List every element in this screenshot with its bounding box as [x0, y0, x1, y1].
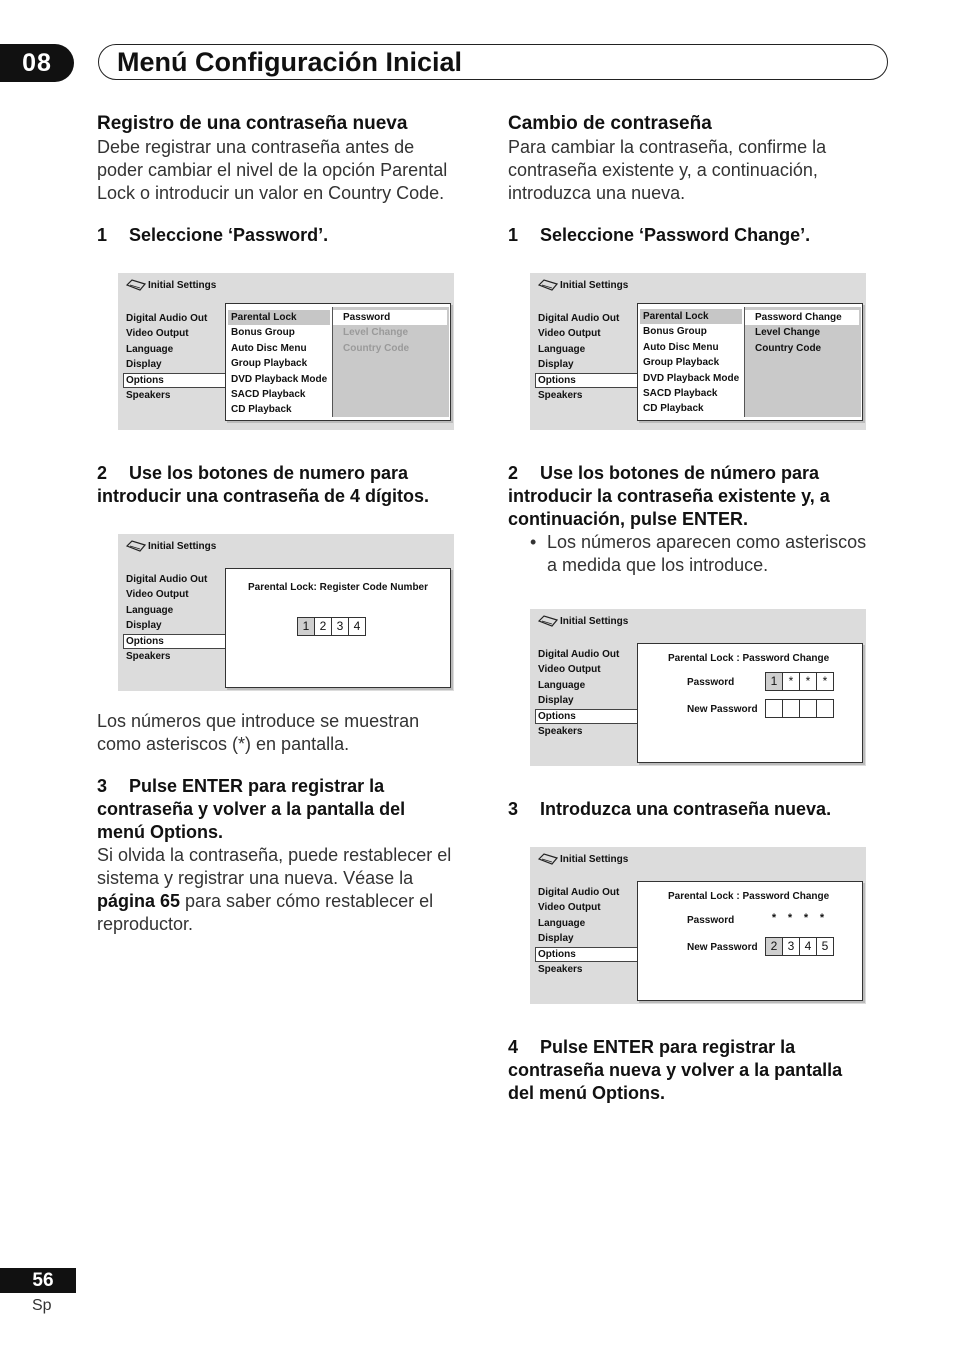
code-digit: 3	[331, 617, 349, 636]
code-entry-boxes[interactable]	[298, 617, 366, 636]
password-label: Password	[687, 915, 735, 926]
bullet-line: a medida que los introduce.	[547, 555, 769, 575]
option-item[interactable]: Bonus Group	[643, 326, 707, 338]
menu-item[interactable]: Language	[126, 343, 174, 355]
change-intro-line: introduzca una nueva.	[508, 183, 686, 203]
step-text: Use los botones de numero para	[129, 463, 409, 483]
register-intro-line: poder cambiar el nivel de la opción Parental	[97, 160, 448, 180]
note-line: Los números que introduce se muestran	[97, 711, 420, 731]
sub-item-disabled: Country Code	[343, 342, 410, 354]
menu-item[interactable]: Digital Audio Out	[538, 887, 620, 898]
sub-panel	[332, 307, 449, 417]
asterisk-note	[97, 710, 419, 756]
option-item-selected[interactable]: Parental Lock	[640, 309, 742, 324]
masked-digit: *	[819, 912, 825, 924]
menu-item-options-selected[interactable]: Options	[123, 634, 227, 649]
menu-item-options-selected[interactable]: Options	[535, 947, 639, 962]
reset-note	[97, 844, 477, 936]
menu-item[interactable]: Digital Audio Out	[538, 649, 620, 660]
step-text: continuación, pulse ENTER.	[508, 509, 749, 529]
disc-icon	[126, 540, 146, 552]
options-list	[226, 310, 332, 418]
option-item-selected[interactable]: Parental Lock	[228, 310, 330, 325]
bullet: •	[530, 532, 537, 552]
step-text: Pulse ENTER para registrar la	[540, 1037, 796, 1057]
existing-password-boxes[interactable]	[766, 672, 834, 691]
option-item[interactable]: DVD Playback Mode	[643, 372, 740, 384]
password-digit-empty	[816, 699, 834, 718]
step-text: introducir una contraseña de 4 dígitos.	[97, 486, 430, 506]
disc-icon	[538, 615, 558, 627]
menu-item[interactable]: Video Output	[126, 328, 189, 340]
sub-list	[745, 307, 861, 356]
menu-item[interactable]: Video Output	[538, 664, 601, 676]
reset-note-text: para saber cómo restablecer el	[180, 891, 434, 911]
menu-item[interactable]: Digital Audio Out	[126, 313, 208, 324]
screen-title-text: Initial Settings	[560, 616, 629, 627]
sub-item-selected[interactable]: Password	[333, 310, 447, 325]
register-step-1	[97, 224, 328, 247]
option-item[interactable]: Auto Disc Menu	[643, 341, 719, 353]
register-step-2	[97, 462, 429, 508]
screen-password-change-new	[530, 847, 866, 1004]
step-text: introducir la contraseña existente y, a	[508, 486, 830, 506]
screen-title-text: Initial Settings	[560, 854, 629, 865]
screen-title	[126, 279, 216, 293]
screen-title	[538, 279, 628, 293]
change-intro	[508, 136, 888, 205]
disc-icon	[126, 279, 146, 291]
register-intro	[97, 136, 477, 205]
disc-icon	[538, 853, 558, 865]
step-number: 3	[508, 799, 519, 819]
page-number: 56	[0, 1268, 76, 1293]
change-intro-line: Para cambiar la contraseña, confirme la	[508, 137, 827, 157]
settings-menu	[538, 311, 639, 403]
password-change-panel	[637, 643, 863, 763]
password-change-panel	[637, 881, 863, 1001]
change-step-1	[508, 224, 810, 247]
reset-note-line: Si olvida la contraseña, puede restablecer el	[97, 845, 452, 865]
settings-menu	[126, 572, 227, 664]
password-digit: *	[799, 672, 817, 691]
password-digit: 4	[799, 937, 817, 956]
section-heading-register: Registro de una contraseña nueva	[97, 113, 408, 134]
option-item[interactable]: Group Playback	[643, 357, 720, 369]
masked-digit: *	[787, 912, 793, 924]
password-digit: *	[816, 672, 834, 691]
change-step-4	[508, 1036, 842, 1105]
screen-select-password	[118, 273, 454, 430]
password-digit-empty	[765, 699, 783, 718]
menu-item[interactable]: Speakers	[538, 963, 583, 975]
step-text: del menú Options.	[508, 1083, 666, 1103]
screen-password-change-existing	[530, 609, 866, 766]
option-item[interactable]: SACD Playback	[231, 388, 306, 400]
page-title: Menú Configuración Inicial	[117, 47, 463, 77]
menu-item-options-selected[interactable]: Options	[535, 373, 639, 388]
menu-item[interactable]: Speakers	[126, 389, 171, 401]
register-intro-line: Debe registrar una contraseña antes de	[97, 137, 415, 157]
menu-item-options-selected[interactable]: Options	[535, 709, 639, 724]
menu-item[interactable]: Language	[538, 679, 586, 691]
step-number: 2	[97, 463, 108, 483]
option-item[interactable]: CD Playback	[643, 403, 704, 415]
sub-panel	[744, 307, 861, 417]
change-step-2	[508, 462, 830, 531]
password-digit-empty	[782, 699, 800, 718]
settings-menu	[538, 647, 639, 739]
asterisk-bullet	[530, 531, 866, 577]
step-number: 1	[508, 225, 519, 245]
step-text: Seleccione ‘Password’.	[129, 225, 329, 245]
sub-item-disabled: Level Change	[343, 327, 409, 339]
screen-register-code	[118, 534, 454, 691]
settings-menu	[538, 885, 639, 977]
menu-item[interactable]: Speakers	[538, 725, 583, 737]
step-text: contraseña y volver a la pantalla del	[97, 799, 406, 819]
menu-item[interactable]: Language	[126, 604, 174, 616]
menu-item-options-selected[interactable]: Options	[123, 373, 227, 388]
step-text: Introduzca una contraseña nueva.	[540, 799, 832, 819]
title-bar	[98, 44, 888, 80]
settings-menu	[126, 311, 227, 403]
step-text: contraseña nueva y volver a la pantalla	[508, 1060, 843, 1080]
existing-password-masked	[766, 912, 830, 924]
option-item[interactable]: CD Playback	[231, 404, 292, 416]
option-item[interactable]: Bonus Group	[231, 327, 295, 339]
step-number: 4	[508, 1037, 519, 1057]
new-password-label: New Password	[687, 704, 758, 715]
bullet-line: Los números aparecen como asteriscos	[547, 532, 867, 552]
options-list	[638, 309, 744, 417]
menu-item[interactable]: Speakers	[126, 650, 171, 662]
register-panel	[225, 568, 451, 688]
option-item[interactable]: DVD Playback Mode	[231, 373, 328, 385]
reset-note-line	[97, 890, 477, 913]
menu-item[interactable]: Language	[538, 343, 586, 355]
menu-item[interactable]: Display	[538, 359, 574, 371]
option-item[interactable]: SACD Playback	[643, 387, 718, 399]
sub-item[interactable]: Level Change	[755, 327, 821, 339]
password-digit: 5	[816, 937, 834, 956]
change-step-3	[508, 798, 831, 821]
register-title: Parental Lock: Register Code Number	[247, 582, 429, 593]
password-digit: *	[782, 672, 800, 691]
step-text: Seleccione ‘Password Change’.	[540, 225, 811, 245]
options-panel	[225, 303, 451, 421]
language-code: Sp	[32, 1297, 52, 1314]
masked-digit: *	[803, 912, 809, 924]
step-number: 3	[97, 776, 108, 796]
menu-item[interactable]: Digital Audio Out	[538, 313, 620, 324]
register-intro-line: Lock o introducir un valor en Country Code.	[97, 183, 445, 203]
option-item[interactable]: Group Playback	[231, 358, 308, 370]
step-number: 2	[508, 463, 519, 483]
password-digit: 2	[765, 937, 783, 956]
masked-digit: *	[771, 912, 777, 924]
section-heading-change: Cambio de contraseña	[508, 113, 712, 134]
sub-list	[333, 307, 449, 356]
reset-note-line: sistema y registrar una nueva. Véase la	[97, 868, 414, 888]
screen-title-text: Initial Settings	[560, 280, 629, 291]
step-text: Pulse ENTER para registrar la	[129, 776, 385, 796]
page-reference-link[interactable]: página 65	[97, 891, 181, 911]
screen-title	[126, 540, 216, 554]
screen-select-password-change	[530, 273, 866, 430]
code-digit: 1	[297, 617, 315, 636]
chapter-number: 08	[0, 44, 74, 82]
password-digit: 3	[782, 937, 800, 956]
menu-item[interactable]: Language	[538, 917, 586, 929]
menu-item[interactable]: Video Output	[538, 328, 601, 340]
sub-item-selected[interactable]: Password Change	[745, 310, 859, 325]
menu-item[interactable]: Digital Audio Out	[126, 574, 208, 585]
option-item[interactable]: Auto Disc Menu	[231, 342, 307, 354]
menu-item[interactable]: Display	[538, 933, 574, 945]
menu-item[interactable]: Video Output	[538, 902, 601, 914]
screen-title	[538, 853, 628, 867]
new-password-boxes[interactable]	[766, 699, 834, 718]
password-digit: 1	[765, 672, 783, 691]
new-password-boxes[interactable]	[766, 937, 834, 956]
password-digit-empty	[799, 699, 817, 718]
password-change-title: Parental Lock : Password Change	[668, 653, 830, 664]
password-label: Password	[687, 677, 735, 688]
options-panel	[637, 303, 863, 421]
screen-title-text: Initial Settings	[148, 280, 217, 291]
reset-note-line: reproductor.	[97, 914, 194, 934]
screen-title	[538, 615, 628, 629]
change-intro-line: contraseña existente y, a continuación,	[508, 160, 818, 180]
disc-icon	[538, 279, 558, 291]
note-line: como asteriscos (*) en pantalla.	[97, 734, 350, 754]
new-password-label: New Password	[687, 942, 758, 953]
code-digit: 4	[348, 617, 366, 636]
menu-item[interactable]: Display	[126, 620, 162, 632]
step-number: 1	[97, 225, 108, 245]
register-step-3	[97, 775, 405, 844]
screen-title-text: Initial Settings	[148, 541, 217, 552]
menu-item[interactable]: Video Output	[126, 589, 189, 601]
sub-item[interactable]: Country Code	[755, 342, 822, 354]
step-text: Use los botones de número para	[540, 463, 820, 483]
step-text: menú Options.	[97, 822, 223, 842]
menu-item[interactable]: Display	[538, 695, 574, 707]
menu-item[interactable]: Speakers	[538, 389, 583, 401]
menu-item[interactable]: Display	[126, 359, 162, 371]
password-change-title: Parental Lock : Password Change	[668, 891, 830, 902]
code-digit: 2	[314, 617, 332, 636]
